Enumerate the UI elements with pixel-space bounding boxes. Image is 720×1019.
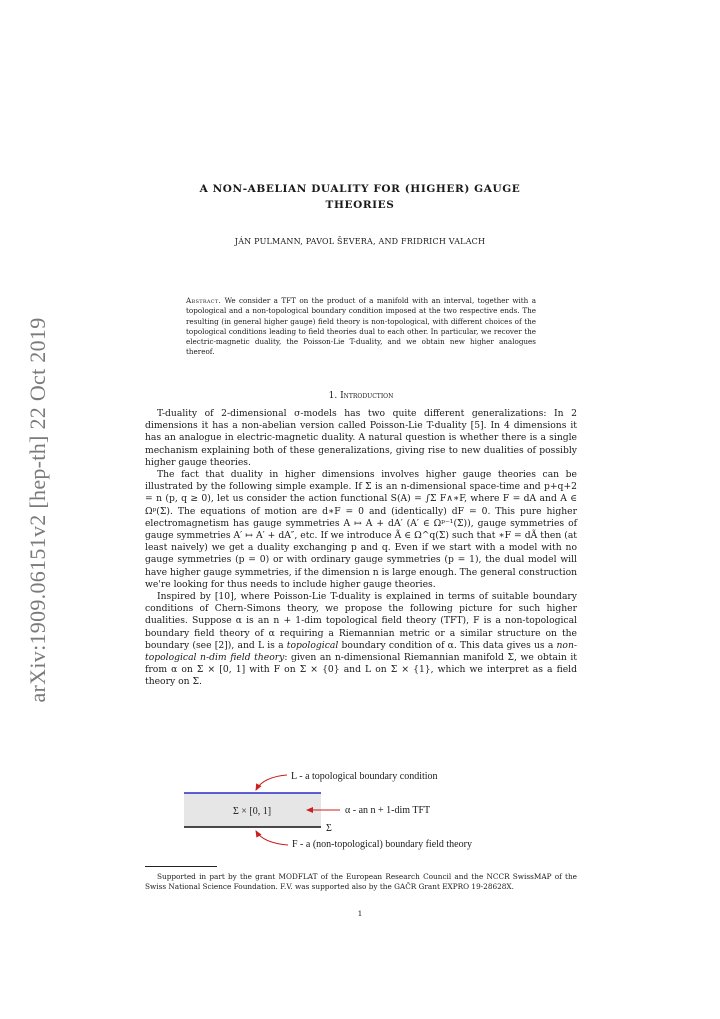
abstract	[186, 296, 536, 358]
paragraph-3-emphasis-2: non-topological n-dim field theory	[145, 639, 577, 664]
paper-title	[150, 181, 570, 213]
abstract-label: Abstract.	[186, 296, 222, 305]
footnote: Supported in part by the grant MODFLAT of the European Research Council and the NCCR SwissMAP of the Swiss National Science Foundation. F.V. was supported also by the GAČR Grant EXPRO 19-28628X.	[145, 872, 577, 891]
title-line-1: A NON-ABELIAN DUALITY FOR (HIGHER) GAUGE	[199, 183, 521, 195]
paragraph-3-part-a: Inspired by [10], where Poisson-Lie T-duality is explained in terms of suitable boundary conditions of Chern-Simons theory, we propose the following picture for such higher dualities. Suppose α is an n + 1-dim topological field theory (TFT), F is a non-topological boundary field theory of α requiring a Riemannian metric or a similar structure on the boundary (see [2]), and L is a	[145, 591, 577, 651]
paragraph-3-part-b: boundary condition of α. This data gives us a	[338, 639, 557, 651]
figure	[145, 765, 577, 855]
section-title: Introduction	[340, 391, 394, 401]
body-text	[145, 408, 577, 689]
section-number: 1.	[328, 391, 338, 401]
section-heading	[145, 391, 577, 401]
page-number: 1	[357, 909, 363, 918]
label-top: L - a topological boundary condition	[291, 771, 438, 782]
authors: JÁN PULMANN, PAVOL ŠEVERA, AND FRIDRICH VALACH	[234, 237, 486, 246]
paragraph-3-emphasis-1: topological	[286, 639, 339, 651]
arxiv-stamp: arXiv:1909.06151v2 [hep-th] 22 Oct 2019	[25, 317, 50, 703]
abstract-text: We consider a TFT on the product of a manifold with an interval, together with a topological and a non-topological boundary condition imposed at the two respective ends. The resulting (in general higher gauge) field theory is non-topological, with different choices of the topological conditions leading to field theories dual to each other. In particular, we recover the electric-magnetic duality, the Poisson-Lie T-duality, and we obtain new higher analogues thereof.	[186, 296, 536, 357]
paragraph-3	[145, 591, 577, 689]
footnote-rule	[145, 866, 217, 867]
paragraph-2: The fact that duality in higher dimensions involves higher gauge theories can be illustrated by the following simple example. If Σ is an n-dimensional space-time and p+q+2 = n (p, q ≥ 0), let us consider the action functional S(A) = ∫Σ F∧∗F, where F = dA and A ∈ Ωᵖ(Σ). The equations of motion are d∗F = 0 and (identically) dF = 0. This pure higher electromagnetism has gauge symmetries A ↦ A + dA′ (A′ ∈ Ωᵖ⁻¹(Σ)), gauge symmetries of gauge symmetries A′ ↦ A′ + dA″, etc. If we introduce Ã ∈ Ω^q(Σ) such that ∗F = dÃ then (at least naively) we get a duality exchanging p and q. Even if we start with a model with no gauge symmetries (p = 0) or with ordinary gauge symmetries (p = 1), the dual model will have higher gauge symmetries, if the dimension n is large enough. The general construction we're looking for thus needs to include higher gauge theories.	[145, 469, 578, 590]
paragraph-3-part-c: : given an n-dimensional Riemannian manifold Σ, we obtain it from α on Σ × [0, 1] with F on Σ × {0} and L on Σ × {1}, which we interpret as a field theory on Σ.	[145, 652, 577, 688]
box-label: Σ × [0, 1]	[232, 806, 272, 817]
title-line-2: THEORIES	[325, 199, 395, 211]
label-middle: α - an n + 1-dim TFT	[345, 805, 431, 816]
arrow-bottom	[256, 831, 288, 845]
sigma-label: Σ	[326, 823, 332, 834]
paragraph-1: T-duality of 2-dimensional σ-models has two quite different generalizations: In 2 dimensions it has a non-abelian version called Poisson-Lie T-duality [5]. In 4 dimensions it has an analogue in electric-magnetic duality. A natural question is whether there is a single mechanism explaining both of these generalizations, giving rise to new dualities of possibly higher gauge theories.	[145, 408, 577, 468]
arrow-top	[256, 775, 287, 790]
label-bottom: F - a (non-topological) boundary field theory	[292, 839, 472, 850]
